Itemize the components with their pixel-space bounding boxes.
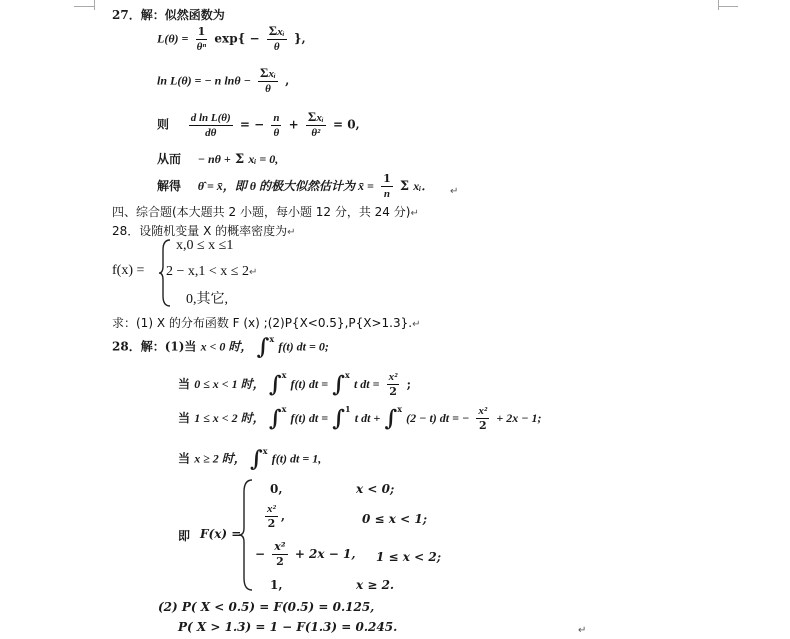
page-corner-mark-right [718,0,719,10]
line3-a: t dt + [354,411,381,425]
sol28-p1: (2) P( X < 0.5) = F(0.5) = 0.125, [158,600,375,614]
frac-dlnL [189,111,233,140]
line3-int: f(t) dt = [290,411,329,425]
sigma-icon: Σ [234,152,245,167]
frac-x2-2b [476,404,489,433]
solve-label: 解得 [157,179,182,193]
F3-num: x² [274,540,286,553]
sigma-icon: Σ [260,65,269,80]
frac-n-theta [271,111,281,140]
int-lim: x [269,334,275,344]
q28-prompt [112,222,296,239]
integral-icon: ∫ [256,334,270,360]
F-case2-value [262,502,285,531]
int-lim: x [281,370,287,380]
then-label: 则 [157,117,170,132]
int-lim: 1 [344,404,351,414]
solve-den: n [383,188,390,200]
line3-num: x² [478,405,488,417]
sigma-icon: Σ [268,23,278,38]
solve-eq: θ̂ = x̄，即 θ 的极大似然估计为 x̄ = [197,179,374,193]
eq-L-lhs: L(θ) = [157,31,189,46]
F2-den: 2 [267,517,276,530]
line3-cond: 1 ≤ x < 2 时， [194,411,265,425]
F-case1-range: x < 0; [356,482,395,496]
line3-end: + 2x − 1; [496,411,542,425]
deriv-num: d ln L(θ) [190,111,231,124]
int-lim: x [397,404,402,414]
line2-end: ; [406,377,412,391]
frac-lnL: $\frac{\text{Σxᵢ}}{\theta}$ [260,65,276,95]
solve-end: xᵢ． [413,179,434,193]
sol28-line3 [178,404,542,433]
line1-int: f(t) dt = 0; [278,339,329,354]
F-case3-range: 1 ≤ x < 2; [376,550,442,564]
q27-hence-eq [157,150,278,167]
q27-loglik-eq [157,66,289,96]
frac-den: θⁿ [196,40,207,53]
integral-icon: ∫ [384,405,398,432]
F-case3-value [255,540,356,569]
F-case4-range: x ≥ 2. [356,578,395,592]
int-lim: x [344,370,350,380]
hence-end: xᵢ = 0, [248,152,279,166]
frac-F2 [265,502,278,531]
deriv-mid: = − [239,117,265,132]
fx-case-3: 0,其它, [186,292,228,307]
eq-L-end: }, [293,31,306,46]
integral-icon: ∫ [268,405,282,432]
para-mark: ↵ [450,186,459,197]
line3-label: 当 [178,411,191,425]
F-label: F(x) = [200,527,242,541]
exp-part: exp{ − [214,31,260,46]
line4-label: 当 [178,451,191,466]
F-case2-range: 0 ≤ x < 1; [362,512,428,526]
para-mark: ↵ [248,267,258,278]
sol28-p2: P( X > 1.3) = 1 − F(1.3) = 0.245. [178,620,398,634]
deriv-n: n [273,111,280,124]
frac-F3 [272,540,287,569]
line4-int: f(t) dt = 1, [271,451,322,466]
frac-sum-theta [267,24,287,54]
q27-solve-eq [157,172,433,201]
line2-int: f(t) dt = [290,377,329,391]
F2-comma: , [280,509,285,523]
deriv-theta: θ [273,126,280,139]
q28-ask-text: 求：(1) X 的分布函数 F (x) ;(2)P{X<0.5},P{X>1.3}. [112,316,413,330]
para-mark: ↵ [410,208,419,219]
lnL-den: θ [265,83,271,95]
sol28-line2 [178,370,411,399]
deriv-theta2: θ² [311,127,321,139]
F-case4-value: 1, [270,578,283,592]
Fx-brace-icon [238,478,254,592]
integral-icon: ∫ [268,371,282,398]
F3-den: 2 [276,555,284,568]
F3-minus: − [255,547,266,561]
frac-x2-2 [387,370,400,399]
page-corner-mark-right-h [718,6,738,7]
q27-heading: 27．解：似然函数为 [112,8,225,22]
F2-num: x² [267,503,276,515]
para-mark: ↵ [412,319,421,330]
fx-case-2-text: 2 − x,1 < x ≤ 2 [166,264,249,279]
q28-prompt-text: 28．设随机变量 X 的概率密度为 [112,224,288,238]
line3-b: (2 − t) dt = − [406,411,470,425]
hence-eq: − nθ + [197,152,231,166]
integral-icon: ∫ [332,371,345,398]
line2-int2: t dt = [353,377,380,391]
sol28-line1 [112,334,329,360]
line4-cond: x ≥ 2 时， [194,451,246,466]
line2-den: 2 [389,385,397,398]
deriv-den: dθ [205,126,217,139]
fx-case-1: x,0 ≤ x ≤1 [176,238,234,253]
line2-label: 当 [178,377,191,391]
page-corner-mark-left [94,0,95,10]
integral-icon: ∫ [332,405,345,432]
para-mark: ↵ [287,227,296,238]
F-case1-value: 0, [270,482,283,496]
fx-label: f(x) = [112,263,145,278]
page-corner-mark-left-h [74,6,94,7]
section4-text: 四、综合题(本大题共 2 小题，每小题 12 分，共 24 分) [112,205,411,219]
eq-lnL-end: , [285,73,290,88]
sigma-icon: Σ [399,179,410,194]
para-mark: ↵ [578,625,587,636]
line3-den: 2 [478,419,487,432]
line1-cond: x < 0 时， [200,339,253,354]
F3-rest: + 2x − 1, [294,547,356,561]
q27-likelihood-eq [157,24,306,54]
frac-1-theta-n [196,25,208,54]
deriv-end: = 0, [332,117,360,132]
fx-case-2 [166,264,257,280]
line1-label: 28．解：(1)当 [112,339,197,354]
line2-cond: 0 ≤ x < 1 时， [194,377,265,391]
sigma-icon: Σ [307,109,317,124]
eq-lnL-lhs: ln L(θ) = − n lnθ − [157,73,251,88]
sum-den: θ [273,41,280,53]
int-lim: x [262,446,268,456]
solve-num: 1 [383,172,391,185]
integral-icon: ∫ [249,446,263,472]
sum-term: xᵢ [277,26,285,38]
frac-sum-theta2: $\frac{\text{Σxᵢ}}{\text{θ²}}$ [307,109,324,139]
frac-1-n [381,172,393,201]
line2-num: x² [388,371,398,383]
ji-label: 即 [178,529,191,543]
hence-label: 从而 [157,152,182,166]
int-lim: x [281,404,287,414]
q27-derivative-eq [157,110,360,140]
frac-num: 1 [197,24,206,38]
sol28-line4 [178,446,321,472]
section4-heading [112,203,419,220]
deriv-plus: + [288,117,299,132]
q28-ask [112,314,420,331]
